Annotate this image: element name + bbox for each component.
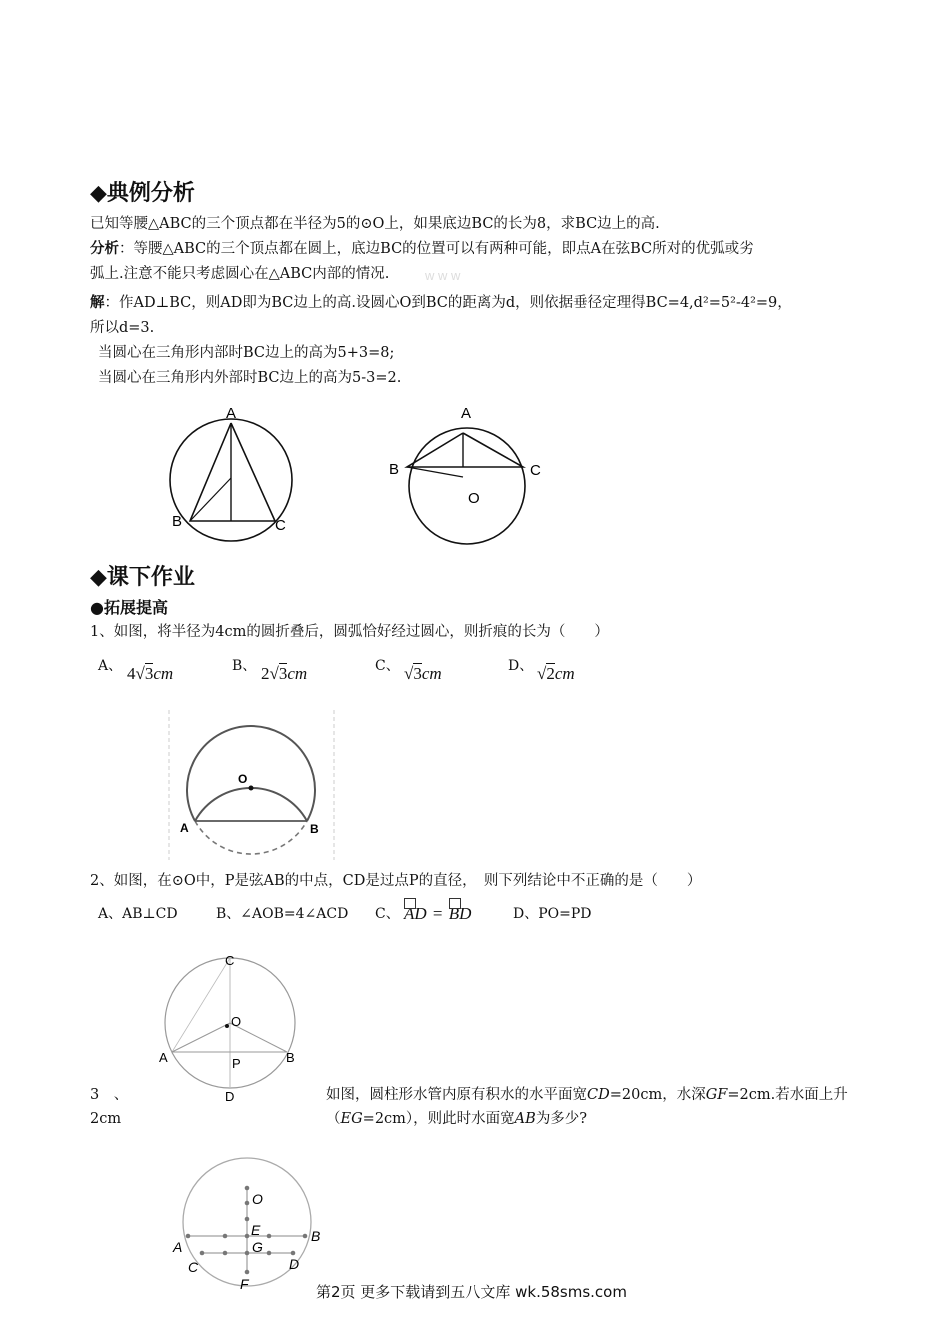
q3-ab: AB (514, 1111, 536, 1127)
fig2-circle (409, 428, 525, 544)
q3-text6: 为多少? (535, 1111, 588, 1127)
example-analysis-line2: 弧上.注意不能只考虑圆心在△ABC内部的情况. (90, 266, 390, 282)
q1-figure-folded-circle (168, 706, 338, 864)
q1-a-rad: 3 (144, 664, 154, 683)
q3-label-b: B (311, 1228, 321, 1244)
q1-c-rad: 3 (413, 664, 422, 683)
q2-arc-ad: AD (404, 904, 427, 923)
q3-text4: （ (326, 1111, 341, 1127)
q1-b-unit: cm (287, 664, 308, 683)
q1-option-c-value: √3cm (404, 664, 442, 683)
q1-option-c-key: C、 (375, 658, 400, 674)
fig2-label-o: O (468, 490, 480, 507)
q3-number: 3 、 (90, 1087, 129, 1103)
q2-option-b: B、∠AOB=4∠ACD (216, 906, 349, 922)
q3-cd: CD (587, 1087, 610, 1103)
figure-triangle-outside-center (385, 400, 555, 550)
q2-option-c-value (404, 904, 471, 924)
example-case2: 当圆心在三角形内外部时BC边上的高为5-3=2. (98, 370, 402, 386)
example-problem: 已知等腰△ABC的三个顶点都在半径为5的⊙O上，如果底边BC的长为8，求BC边上的高. (90, 216, 660, 232)
q1-option-c (375, 655, 400, 675)
q1-a-coef: 4 (127, 664, 136, 683)
analysis-label: 分析 (90, 241, 119, 257)
q3-label-o: O (252, 1191, 263, 1207)
q1-a-unit: cm (153, 664, 174, 683)
q2-label-b: B (286, 1050, 295, 1065)
q2-eq: = (432, 904, 443, 923)
q2-arc-bd: BD (449, 904, 472, 923)
q1-d-rad: 2 (546, 664, 555, 683)
q2-label-c: C (225, 953, 235, 968)
q2-arc-mark-ad (404, 898, 416, 909)
fig2-radius (407, 467, 463, 477)
q1-option-d (508, 655, 533, 675)
example-solution-line1 (90, 293, 792, 313)
q3-line1 (326, 1085, 848, 1105)
q1-option-a-value: 4√3cm (127, 664, 174, 683)
fig1-radius (190, 478, 231, 521)
solution-text: ：作AD⊥BC，则AD即为BC边上的高.设圆心O到BC的距离为d，则依据垂径定理得BC=4,d²=5²-4²=9， (104, 295, 792, 311)
q3-label-e: E (251, 1222, 261, 1238)
q2-label-p: P (232, 1056, 241, 1071)
fig2-label-b: B (389, 461, 400, 478)
q3-label-f: F (240, 1276, 249, 1292)
q1-folded-arc (195, 788, 307, 821)
q2-figure-circle-chord (150, 948, 310, 1106)
subheading-extension: ●拓展提高 (90, 598, 168, 617)
q3-text1: 如图，圆柱形水管内原有积水的水平面宽 (326, 1087, 587, 1103)
analysis-text: ：等腰△ABC的三个顶点都在圆上，底边BC的位置可以有两种可能，即点A在弦BC所对的优弧或劣 (119, 241, 754, 257)
fig2-label-c: C (530, 462, 541, 479)
q1-center-point (249, 786, 254, 791)
q3-line2 (326, 1109, 587, 1129)
q1-option-d-value: √2cm (537, 664, 575, 683)
q1-option-b (232, 655, 256, 675)
q2-label-a: A (159, 1050, 168, 1065)
q1-label-b: B (310, 822, 319, 836)
q1-circle-lower-arc-dashed (195, 821, 307, 854)
q3-eg: EG (340, 1111, 363, 1127)
q2-option-c-key: C、 (375, 906, 400, 922)
q3-label-g: G (252, 1239, 263, 1255)
fig1-triangle (190, 423, 275, 521)
example-analysis-line1 (90, 239, 754, 259)
section-heading-example: ◆典例分析 (90, 181, 195, 206)
q3-gf: GF (705, 1087, 728, 1103)
q2-text: 2、如图，在⊙O中，P是弦AB的中点，CD是过点P的直径， 则下列结论中不正确的是（ ） (90, 873, 702, 889)
section-heading-homework: ◆课下作业 (90, 565, 195, 590)
q3-label-d: D (289, 1256, 300, 1272)
fig1-label-c: C (275, 517, 286, 534)
q2-center-point (225, 1024, 229, 1028)
q1-option-b-value: 2√3cm (261, 664, 308, 683)
q1-label-o: O (238, 772, 248, 786)
q2-option-a: A、AB⊥CD (98, 906, 178, 922)
fig1-label-b: B (172, 513, 183, 530)
q1-text: 1、如图，将半径为4cm的圆折叠后，圆弧恰好经过圆心，则折痕的长为（ ） (90, 624, 609, 640)
q1-option-a (98, 655, 122, 675)
q1-b-coef: 2 (261, 664, 270, 683)
fig2-triangle (407, 433, 523, 467)
example-solution-line2: 所以d=3. (90, 320, 155, 336)
q3-text5: =2cm），则此时水面宽 (362, 1111, 515, 1127)
page-footer (316, 1281, 627, 1302)
q3-figure-water-pipe (165, 1146, 335, 1296)
q2-arc-mark-bd (449, 898, 461, 909)
q3-text3: =2cm.若水面上升 (727, 1087, 848, 1103)
fig1-label-a: A (226, 405, 237, 422)
footer-site-link[interactable]: wk.58sms.com (515, 1283, 627, 1301)
q1-b-rad: 3 (278, 664, 288, 683)
q3-text2: =20cm，水深 (609, 1087, 706, 1103)
q3-label-a: A (173, 1239, 183, 1255)
q1-option-b-key: B、 (232, 658, 257, 674)
q1-d-unit: cm (554, 664, 575, 683)
q1-c-unit: cm (421, 664, 442, 683)
footer-text: 第2页 更多下载请到五八文库 (316, 1283, 511, 1301)
q1-option-d-key: D、 (508, 658, 534, 674)
q2-label-o: O (231, 1014, 242, 1029)
watermark: w w w (425, 268, 461, 283)
q3-label-c: C (188, 1259, 199, 1275)
q1-label-a: A (180, 821, 189, 835)
q2-label-d: D (225, 1089, 235, 1104)
solution-label: 解 (90, 295, 105, 311)
example-case1: 当圆心在三角形内部时BC边上的高为5+3=8; (98, 345, 395, 361)
fig2-label-a: A (461, 405, 472, 422)
q1-option-a-key: A、 (98, 658, 123, 674)
q3-line2-start: 2cm (90, 1111, 122, 1127)
figure-triangle-inside-circle (160, 400, 320, 550)
q2-option-d: D、PO=PD (513, 906, 592, 922)
